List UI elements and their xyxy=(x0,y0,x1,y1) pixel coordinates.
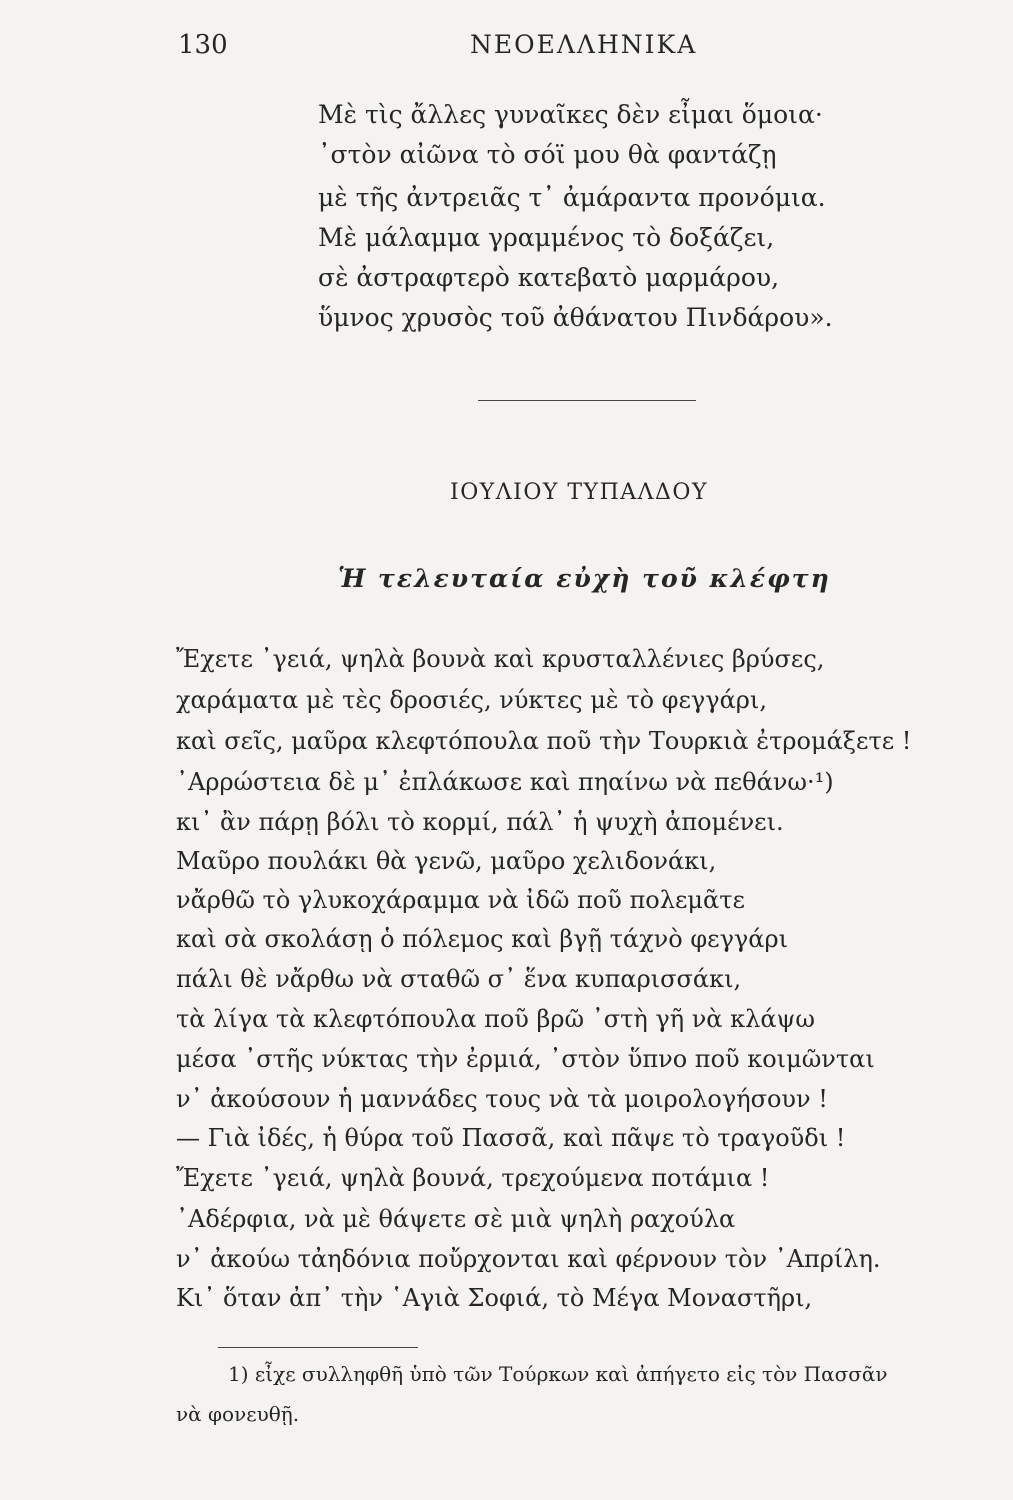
page-number: 130 xyxy=(178,30,228,60)
verse-line: κι᾽ ἂν πάρῃ βόλι τὸ κορμί, πάλ᾽ ἡ ψυχὴ ἀπομένει. xyxy=(176,808,784,836)
poem-title: Ἡ τελευταία εὐχὴ τοῦ κλέφτη xyxy=(338,564,831,593)
verse-line: μέσα ᾽στῆς νύκτας τὴν ἐρμιά, ᾽στὸν ὕπνο ποῦ κοιμῶνται xyxy=(176,1045,875,1073)
verse-line: ὕμνος χρυσὸς τοῦ ἀθάνατου Πινδάρου». xyxy=(318,303,833,332)
verse-line: ν᾽ ἀκούω τἀηδόνια ποὔρχονται καὶ φέρνουν τὸν ᾽Απρίλη. xyxy=(176,1245,881,1273)
verse-line: Μαῦρο πουλάκι θὰ γενῶ, μαῦρο χελιδονάκι, xyxy=(176,847,717,875)
author-heading: ΙΟΥΛΙΟΥ ΤΥΠΑΛΔΟΥ xyxy=(450,480,708,505)
verse-line: ᾽Αδέρφια, νὰ μὲ θάψετε σὲ μιὰ ψηλὴ ραχούλα xyxy=(176,1205,736,1233)
verse-line: τὰ λίγα τὰ κλεφτόπουλα ποῦ βρῶ ᾽στὴ γῆ νὰ κλάψω xyxy=(176,1005,815,1033)
verse-line: μὲ τῆς ἀντρειᾶς τ᾽ ἀμάραντα προνόμια. xyxy=(318,183,826,212)
verse-line: Ἔχετε ᾽γειά, ψηλὰ βουνά, τρεχούμενα ποτάμια ! xyxy=(176,1164,770,1192)
verse-line: σὲ ἀστραφτερὸ κατεβατὸ μαρμάρου, xyxy=(318,263,780,292)
running-title: ΝΕΟΕΛΛΗΝΙΚΑ xyxy=(470,30,698,59)
verse-line: ᾽Αρρώστεια δὲ μ᾽ ἐπλάκωσε καὶ πηαίνω νὰ πεθάνω·¹) xyxy=(176,768,834,796)
verse-line: χαράματα μὲ τὲς δροσιές, νύκτες μὲ τὸ φεγγάρι, xyxy=(176,686,767,714)
verse-line: — Γιὰ ἰδές, ἡ θύρα τοῦ Πασσᾶ, καὶ πᾶψε τὸ τραγοῦδι ! xyxy=(176,1124,846,1152)
verse-line: ᾽στὸν αἰῶνα τὸ σόϊ μου θὰ φαντάζῃ xyxy=(318,140,777,169)
verse-line: ν᾽ ἀκούσουν ἡ μαννάδες τους νὰ τὰ μοιρολογήσουν ! xyxy=(176,1085,828,1113)
verse-line: Μὲ τὶς ἄλλες γυναῖκες δὲν εἶμαι ὅμοια· xyxy=(318,100,823,129)
section-divider xyxy=(478,400,696,401)
page-header xyxy=(178,30,738,70)
verse-line: καὶ σεῖς, μαῦρα κλεφτόπουλα ποῦ τὴν Τουρκιὰ ἐτρομάξετε ! xyxy=(176,727,912,755)
verse-line: Ἔχετε ᾽γειά, ψηλὰ βουνὰ καὶ κρυσταλλένιες βρύσες, xyxy=(176,645,825,673)
verse-line: καὶ σὰ σκολάσῃ ὁ πόλεμος καὶ βγῇ τάχνὸ φεγγάρι xyxy=(176,925,788,953)
verse-line: Κι᾽ ὅταν ἀπ᾽ τὴν ῾Αγιὰ Σοφιά, τὸ Μέγα Μοναστῆρι, xyxy=(176,1284,813,1312)
verse-line: πάλι θὲ νἄρθω νὰ σταθῶ σ᾽ ἕνα κυπαρισσάκι, xyxy=(176,965,742,993)
verse-line: Μὲ μάλαμμα γραμμένος τὸ δοξάζει, xyxy=(318,223,775,252)
footnote-rule xyxy=(218,1347,418,1348)
verse-line: νἄρθῶ τὸ γλυκοχάραμμα νὰ ἰδῶ ποῦ πολεμᾶτε xyxy=(176,886,745,914)
footnote-line: νὰ φονευθῇ. xyxy=(176,1402,300,1426)
footnote-line: 1) εἶχε συλληφθῆ ὑπὸ τῶν Τούρκων καὶ ἀπήγετο εἰς τὸν Πασσᾶν xyxy=(228,1362,888,1386)
